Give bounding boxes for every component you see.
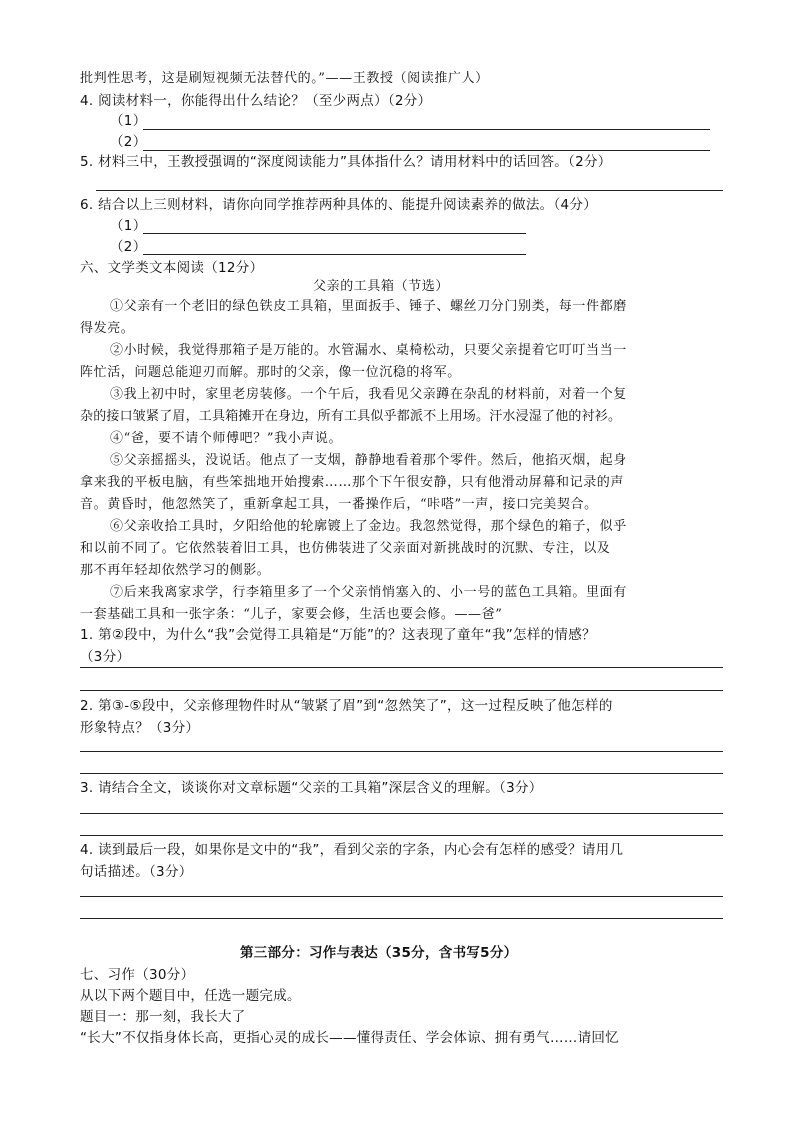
paragraph-1: ①父亲有一个老旧的绿色铁皮工具箱，里面扳手、锤子、螺丝刀分门别类，每一件都磨: [110, 299, 627, 314]
writing-topic-one-prompt: “长大”不仅指身体长高，更指心灵的成长——懂得责任、学会体谅、拥有勇气……请回忆: [80, 1030, 619, 1046]
story-question-2-cont: 形象特点？（3分）: [80, 720, 200, 736]
answer-line-s4-2[interactable]: [80, 918, 723, 919]
paragraph-4: ④“爸，要不请个师傅吧？”我小声说。: [110, 431, 343, 446]
paragraph-6: ⑥父亲收拾工具时，夕阳给他的轮廓镀上了金边。我忽然觉得，那个绿色的箱子，似乎: [110, 519, 627, 534]
paragraph-3-cont: 杂的接口皱紧了眉，工具箱摊开在身边，所有工具似乎都派不上用场。汗水浸湿了他的衬衫。: [80, 409, 622, 424]
paragraph-7-cont: 一套基础工具和一张字条：“儿子，家要会修，生活也要会修。——爸”: [80, 607, 503, 622]
paragraph-6-cont-1: 和以前不同了。它依然装着旧工具，也仿佛装进了父亲面对新挑战时的沉默、专注，以及: [80, 541, 611, 556]
answer-line-s2-1[interactable]: [80, 751, 723, 752]
story-title: 父亲的工具箱（节选）: [313, 279, 450, 294]
answer-line-s1-2[interactable]: [80, 690, 723, 691]
question-5: 5. 材料三中，王教授强调的“深度阅读能力”具体指什么？请用材料中的话回答。（2分）: [80, 154, 612, 170]
story-question-1-cont: （3分）: [80, 649, 131, 665]
section-seven-heading: 七、习作（30分）: [80, 967, 195, 983]
question-4: 4. 阅读材料一，你能得出什么结论？（至少两点）（2分）: [80, 93, 432, 109]
answer-label-4-1: （1）: [110, 113, 147, 129]
answer-line-6-1[interactable]: [143, 233, 526, 234]
question-6: 6. 结合以上三则材料，请你向同学推荐两种具体的、能提升阅读素养的做法。（4分）: [80, 197, 598, 213]
material-three-tail: 批判性思考，这是刷短视频无法替代的。”——王教授（阅读推广人）: [80, 71, 489, 86]
answer-line-6-2[interactable]: [143, 254, 526, 255]
writing-instruction: 从以下两个题目中，任选一题完成。: [80, 988, 301, 1004]
answer-line-s4-1[interactable]: [80, 896, 723, 897]
paragraph-1-cont: 得发亮。: [80, 321, 135, 336]
story-question-1: 1. 第②段中，为什么“我”会觉得工具箱是“万能”的？这表现了童年“我”怎样的情感？: [80, 627, 596, 643]
section-six-heading: 六、文学类文本阅读（12分）: [80, 260, 264, 276]
story-question-3: 3. 请结合全文，谈谈你对文章标题“父亲的工具箱”深层含义的理解。（3分）: [80, 780, 543, 796]
answer-line-s2-2[interactable]: [80, 773, 723, 774]
paragraph-5-cont-2: 音。黄昏时，他忽然笑了，重新拿起工具，一番操作后，“咔嗒”一声，接口完美契合。: [80, 497, 598, 512]
answer-label-6-2: （2）: [110, 239, 147, 255]
answer-line-s1-1[interactable]: [80, 667, 723, 668]
paragraph-6-cont-2: 那不再年轻却依然学习的侧影。: [80, 563, 271, 578]
answer-line-s3-2[interactable]: [80, 835, 723, 836]
story-question-4-cont: 句话描述。（3分）: [80, 864, 193, 880]
paragraph-5-cont-1: 拿来我的平板电脑，有些笨拙地开始搜索……那个下午很安静，只有他滑动屏幕和记录的声: [80, 475, 625, 490]
answer-label-4-2: （2）: [110, 134, 147, 150]
writing-topic-one: 题目一：那一刻，我长大了: [80, 1009, 246, 1025]
answer-line-s3-1[interactable]: [80, 813, 723, 814]
paragraph-3: ③我上初中时，家里老房装修。一个午后，我看见父亲蹲在杂乱的材料前，对着一个复: [110, 387, 627, 402]
story-question-4: 4. 读到最后一段，如果你是文中的“我”，看到父亲的字条，内心会有怎样的感受？请用几: [80, 842, 624, 858]
paragraph-2: ②小时候，我觉得那箱子是万能的。水管漏水、桌椅松动，只要父亲提着它叮叮当当一: [110, 343, 627, 358]
paragraph-5: ⑤父亲摇摇头，没说话。他点了一支烟，静静地看着那个零件。然后，他掐灭烟，起身: [110, 453, 627, 468]
paragraph-7: ⑦后来我离家求学，行李箱里多了一个父亲悄悄塞入的、小一号的蓝色工具箱。里面有: [110, 585, 627, 600]
answer-label-6-1: （1）: [110, 218, 147, 234]
answer-line-4-2[interactable]: [143, 150, 710, 151]
part-three-heading: 第三部分：习作与表达（35分，含书写5分）: [240, 945, 518, 961]
story-question-2: 2. 第③-⑤段中，父亲修理物件时从“皱紧了眉”到“忽然笑了”，这一过程反映了他怎样的: [80, 698, 613, 714]
answer-line-4-1[interactable]: [143, 129, 710, 130]
answer-line-5[interactable]: [96, 190, 723, 191]
paragraph-2-cont: 阵忙活，问题总能迎刃而解。那时的父亲，像一位沉稳的将军。: [80, 365, 461, 380]
